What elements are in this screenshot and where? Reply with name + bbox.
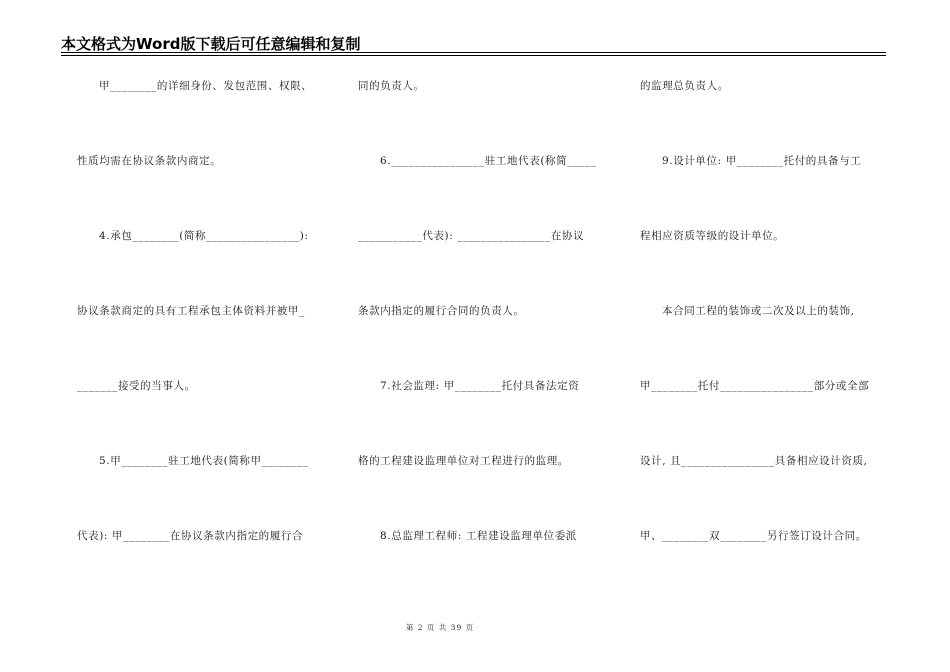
column-2-line-7: 8.总监理工程师: 工程建设监理单位委派 [380,530,577,542]
column-3-line-7: 甲、________双________另行签订设计合同。 [640,530,867,542]
column-2-line-4: 条款内指定的履行合同的负责人。 [358,305,525,317]
column-3-line-3: 程相应资质等级的设计单位。 [640,230,785,242]
column-3-line-4: 本合同工程的装饰或二次及以上的装饰, [662,305,855,317]
column-3-line-1: 的监理总负责人。 [640,80,729,92]
column-1-line-7: 代表): 甲________在协议条款内指定的履行合 [77,530,304,542]
column-2-line-5: 7.社会监理: 甲________托付具备法定资 [380,380,580,392]
column-3-line-6: 设计, 且________________具备相应设计资质, [640,455,868,467]
column-2-line-1: 同的负责人。 [358,80,425,92]
column-1-line-1: 甲________的详细身份、发包范围、权限、 [99,80,313,92]
column-1-line-6: 5.甲________驻工地代表(简称甲________ [99,455,309,467]
column-1-line-4: 协议条款商定的具有工程承包主体资料并被甲_ [77,305,305,317]
header-divider-thin [61,55,886,56]
header-divider-thick [61,52,886,53]
column-1-line-3: 4.承包________(简称________________): [99,230,309,242]
column-3-line-2: 9.设计单位: 甲________托付的具备与工 [662,155,862,167]
document-header-title: 本文格式为Word版下载后可任意编辑和复制 [61,35,361,53]
column-2-line-2: 6.________________驻工地代表(称简_____ [380,155,597,167]
column-3-line-5: 甲________托付________________部分或全部 [640,380,870,392]
column-1-line-5: _______接受的当事人。 [77,380,196,392]
page-number-footer: 第 2 页 共 39 页 [405,623,475,632]
column-1-line-2: 性质均需在协议条款内商定。 [77,155,222,167]
column-2-line-6: 格的工程建设监理单位对工程进行的监理。 [358,455,569,467]
column-2-line-3: ___________代表): ________________在协议 [358,230,585,242]
